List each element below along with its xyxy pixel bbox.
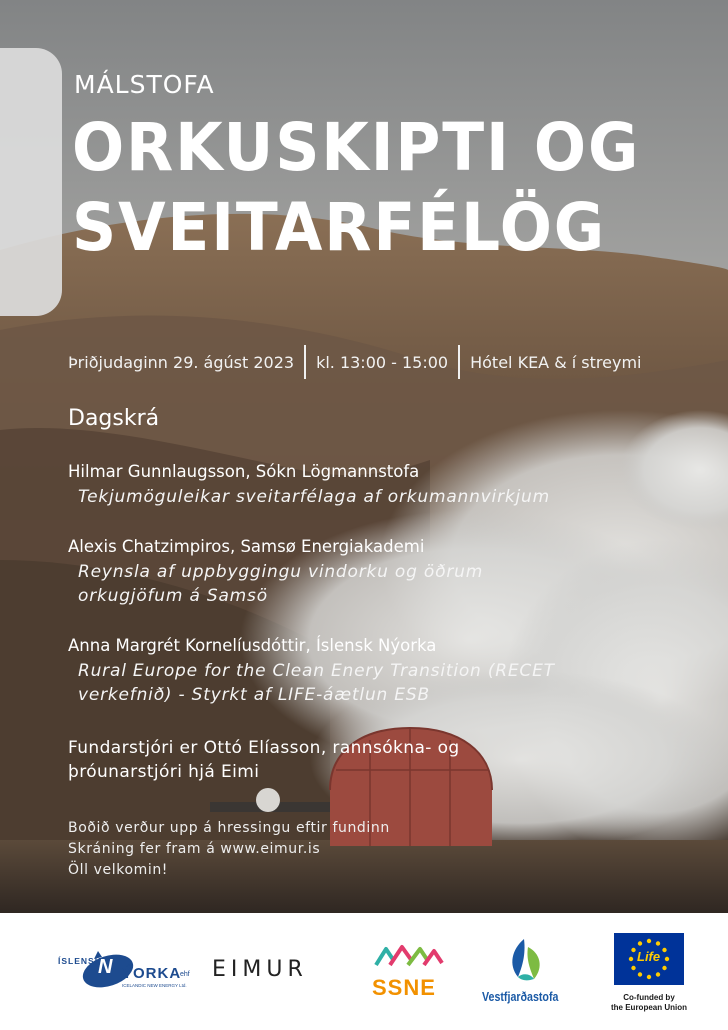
divider bbox=[458, 345, 460, 379]
life-wordmark: Life bbox=[637, 949, 661, 964]
welcome-note: Öll velkomin! bbox=[68, 862, 169, 878]
event-location: Hótel KEA & í streymi bbox=[470, 352, 642, 372]
nyorka-wordmark: ÝORKA bbox=[122, 965, 182, 982]
ssne-wordmark: SSNE bbox=[372, 975, 436, 1000]
islensk-nyorka-logo bbox=[58, 943, 198, 993]
speaker-name: Alexis Chatzimpiros, Samsø Energiakademi bbox=[68, 537, 425, 556]
moderator-line: Fundarstjóri er Ottó Elíasson, rannsókna- og bbox=[68, 738, 460, 758]
refreshments-note: Boðið verður upp á hressingu eftir fundinn bbox=[68, 820, 390, 836]
ssne-logo bbox=[372, 943, 446, 1003]
eimur-logo bbox=[212, 957, 344, 985]
event-time: kl. 13:00 - 15:00 bbox=[316, 352, 449, 372]
agenda-heading: Dagskrá bbox=[68, 406, 160, 431]
event-date: Þriðjudaginn 29. ágúst 2023 bbox=[68, 352, 295, 372]
talk-topic-line: Rural Europe for the Clean Enery Transition (RECET bbox=[78, 661, 555, 681]
agenda-item bbox=[68, 537, 483, 608]
eu-life-logo bbox=[610, 933, 688, 1023]
talk-topic-line: verkefnið) - Styrkt af LIFE-áætlun ESB bbox=[78, 685, 430, 705]
divider bbox=[304, 345, 306, 379]
eu-caption-line: the European Union bbox=[611, 1003, 687, 1012]
nyorka-subtitle: ICELANDIC NEW ENERGY Ltd. bbox=[122, 983, 187, 988]
event-type-label: MÁLSTOFA bbox=[74, 70, 215, 99]
vestfjardastofa-wordmark: Vestfjarðastofa bbox=[482, 989, 559, 1004]
speaker-name: Anna Margrét Kornelíusdóttir, Íslensk Nýorka bbox=[68, 636, 437, 655]
talk-topic-line: Reynsla af uppbyggingu vindorku og öðrum bbox=[78, 562, 484, 582]
eu-funding-caption bbox=[610, 993, 688, 1013]
moderator-note bbox=[68, 736, 460, 784]
title-line-1: ORKUSKIPTI OG bbox=[72, 109, 641, 186]
talk-topic bbox=[78, 485, 550, 509]
page-title bbox=[72, 108, 640, 268]
eu-caption-line: Co-funded by bbox=[623, 993, 675, 1002]
registration-note: Skráning fer fram á www.eimur.is bbox=[68, 841, 321, 857]
nyorka-suffix: ehf bbox=[180, 971, 190, 978]
decorative-tab bbox=[0, 48, 62, 316]
event-notes bbox=[68, 818, 390, 881]
vestfjardastofa-leaf-icon bbox=[482, 937, 566, 983]
ssne-mountains-icon bbox=[372, 943, 446, 969]
agenda-item bbox=[68, 636, 555, 707]
talk-topic bbox=[78, 659, 555, 707]
nyorka-n-letter: N bbox=[98, 956, 113, 978]
speaker-name: Hilmar Gunnlaugsson, Sókn Lögmannstofa bbox=[68, 462, 420, 481]
eimur-wordmark: EIMUR bbox=[212, 957, 308, 982]
nyorka-top-text: ÍSLENSK bbox=[58, 956, 102, 966]
title-line-2: SVEITARFÉLÖG bbox=[72, 189, 607, 266]
talk-topic-line: Tekjumöguleikar sveitarfélaga af orkumannvirkjum bbox=[78, 487, 550, 507]
talk-topic bbox=[78, 560, 483, 608]
agenda-item bbox=[68, 462, 550, 509]
sponsor-footer bbox=[0, 913, 728, 1030]
event-info-bar bbox=[68, 346, 641, 378]
vestfjardastofa-logo bbox=[482, 937, 566, 1007]
moderator-line: þróunarstjóri hjá Eimi bbox=[68, 762, 260, 782]
talk-topic-line: orkugjöfum á Samsö bbox=[78, 586, 268, 606]
